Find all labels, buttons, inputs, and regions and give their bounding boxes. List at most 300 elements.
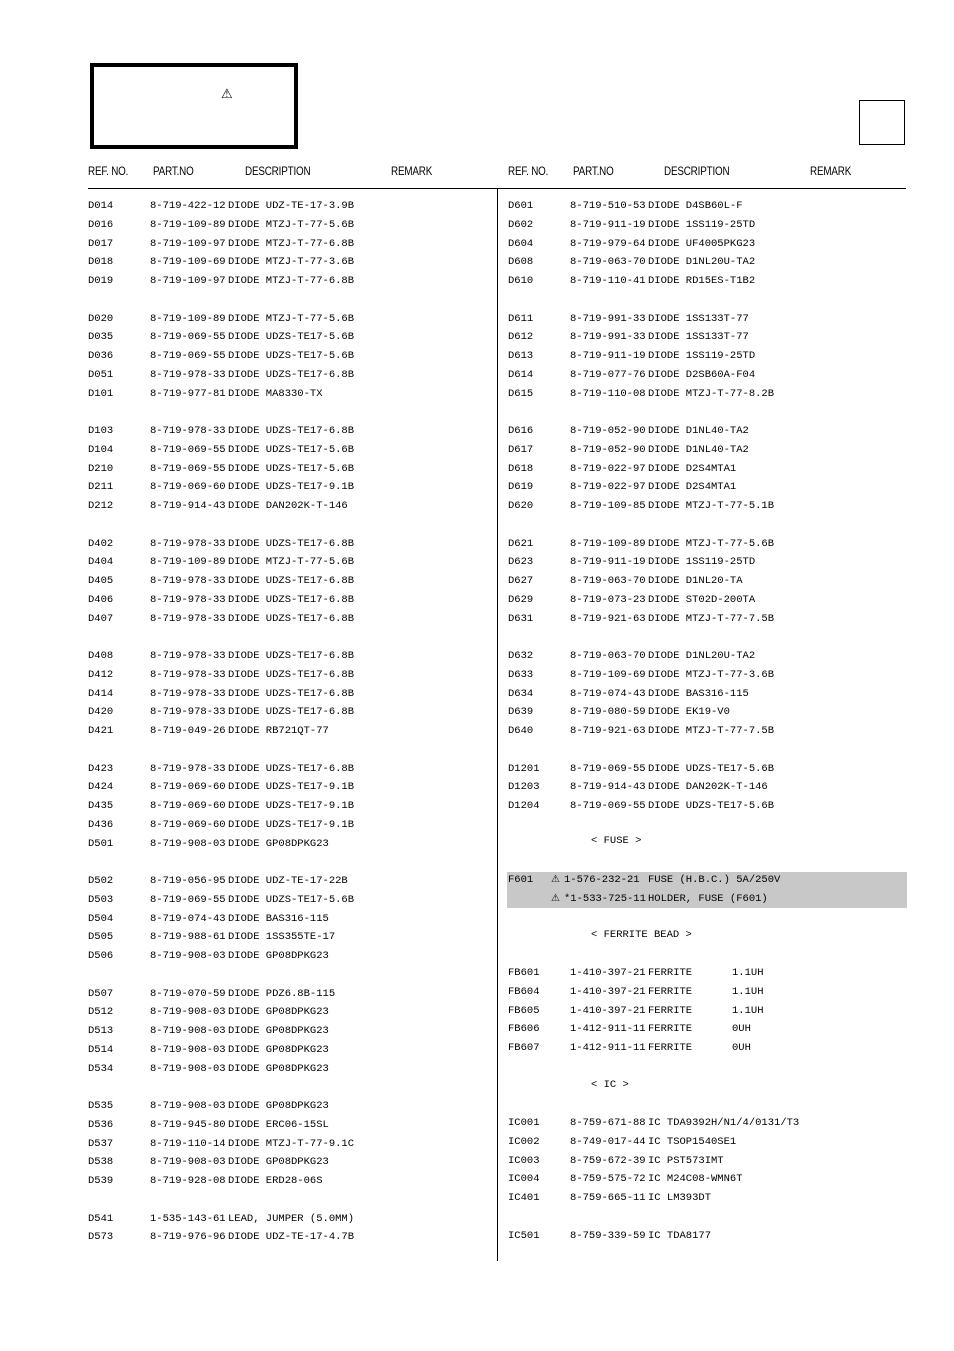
- table-row: [0, 1210, 954, 1228]
- part-no-cell: 8-719-921-63: [570, 725, 646, 737]
- part-no-cell: 8-719-422-12: [150, 200, 226, 212]
- description-cell: DIODE UDZS-TE17-6.8B: [228, 668, 355, 681]
- ref-no-cell: D604: [508, 237, 534, 250]
- remark-cell: 1.1UH: [732, 967, 764, 979]
- safety-mark-icon: ⚠: [551, 874, 560, 885]
- header-part-no: PART.NO: [153, 164, 194, 178]
- part-no-cell: 8-719-928-08: [150, 1175, 226, 1187]
- ref-no-cell: D1201: [508, 762, 540, 775]
- part-no-cell: 8-719-914-43: [570, 781, 646, 794]
- description-cell: IC TSOP1540SE1: [648, 1135, 737, 1148]
- safety-warning-box: [90, 63, 298, 149]
- description-cell: DIODE UDZS-TE17-6.8B: [228, 762, 355, 775]
- part-no-cell: 8-719-978-33: [150, 593, 226, 606]
- description-cell: DIODE MA8330-TX: [228, 387, 323, 400]
- description-cell: DIODE UDZ-TE-17-3.9B: [228, 200, 355, 212]
- table-row: [0, 1039, 954, 1057]
- part-no-cell: 8-719-988-61: [150, 931, 226, 944]
- part-no-cell: 1-412-911-11: [570, 1042, 646, 1054]
- part-no-cell: 8-719-978-33: [150, 668, 226, 681]
- ref-no-cell: D537: [88, 1137, 114, 1150]
- table-row: [0, 610, 954, 628]
- ref-no-cell: D514: [88, 1043, 114, 1056]
- description-cell: DIODE UDZS-TE17-5.6B: [228, 462, 355, 475]
- ref-no-cell: D402: [88, 537, 114, 550]
- part-no-cell: 8-719-069-55: [570, 762, 646, 775]
- ref-no-cell: D617: [508, 443, 534, 456]
- ref-no-cell: FB604: [508, 985, 540, 998]
- ref-no-cell: D017: [88, 237, 114, 250]
- ref-no-cell: D610: [508, 275, 534, 287]
- section-ferrite-heading: < FERRITE BEAD >: [591, 929, 692, 941]
- description-cell: FERRITE: [648, 967, 693, 979]
- ref-no-cell: D535: [88, 1100, 114, 1112]
- table-row: [0, 385, 954, 403]
- ref-no-cell: D014: [88, 200, 114, 212]
- ref-no-cell: D639: [508, 706, 534, 719]
- ref-no-cell: D407: [88, 612, 114, 625]
- description-cell: DIODE MTZJ-T-77-8.2B: [648, 387, 775, 400]
- description-cell: DIODE MTZJ-T-77-3.6B: [228, 256, 355, 269]
- part-no-cell: 8-719-074-43: [570, 687, 646, 700]
- description-cell: DIODE D2S4MTA1: [648, 481, 737, 494]
- part-no-cell: 8-749-017-44: [570, 1135, 646, 1148]
- table-row: [0, 216, 954, 234]
- ref-no-cell: D016: [88, 218, 114, 231]
- table-row: [0, 235, 954, 253]
- description-cell: DIODE D4SB60L-F: [648, 200, 743, 212]
- part-no-cell: 8-719-914-43: [150, 500, 226, 512]
- ref-no-cell: D503: [88, 893, 114, 906]
- part-no-cell: 8-719-049-26: [150, 725, 226, 737]
- table-row: [0, 647, 954, 665]
- description-cell: DIODE GP08DPKG23: [228, 837, 329, 850]
- remark-cell: 0UH: [732, 1042, 751, 1054]
- description-cell: DIODE 1SS133T-77: [648, 312, 749, 325]
- table-row: [0, 347, 954, 365]
- table-row: [0, 816, 954, 834]
- table-row: [0, 535, 954, 553]
- part-no-cell: 8-719-109-89: [150, 218, 226, 231]
- description-cell: DIODE D2S4MTA1: [648, 462, 737, 475]
- ref-no-cell: D539: [88, 1175, 114, 1187]
- part-no-cell: 8-719-945-80: [150, 1118, 226, 1131]
- table-row: [0, 722, 954, 740]
- description-cell: DIODE MTZJ-T-77-3.6B: [648, 668, 775, 681]
- description-cell: DIODE MTZJ-T-77-6.8B: [228, 275, 355, 287]
- part-no-cell: 8-719-991-33: [570, 312, 646, 325]
- description-cell: DIODE UDZ-TE-17-4.7B: [228, 1231, 355, 1244]
- part-no-cell: 8-719-978-33: [150, 706, 226, 719]
- ref-no-cell: IC401: [508, 1192, 540, 1204]
- part-no-cell: 8-719-908-03: [150, 1100, 226, 1112]
- ref-no-cell: D620: [508, 500, 534, 512]
- table-row: [0, 572, 954, 590]
- ref-no-cell: D512: [88, 1006, 114, 1019]
- table-row: [0, 422, 954, 440]
- description-cell: DIODE UDZS-TE17-6.8B: [228, 612, 355, 625]
- part-no-cell: 1-410-397-21: [570, 985, 646, 998]
- part-no-cell: 8-719-080-59: [570, 706, 646, 719]
- table-row: [0, 253, 954, 271]
- ref-no-cell: D618: [508, 462, 534, 475]
- ref-no-cell: D423: [88, 762, 114, 775]
- ref-no-cell: D619: [508, 481, 534, 494]
- ref-no-cell: D506: [88, 950, 114, 962]
- description-cell: DIODE 1SS355TE-17: [228, 931, 336, 944]
- table-row: [0, 441, 954, 459]
- ref-no-cell: D035: [88, 331, 114, 344]
- description-cell: DIODE UDZS-TE17-5.6B: [228, 331, 355, 344]
- remark-cell: 1.1UH: [732, 1004, 764, 1017]
- description-cell: DIODE UDZ-TE-17-22B: [228, 875, 348, 887]
- description-cell: DIODE UDZS-TE17-9.1B: [228, 800, 355, 812]
- ref-no-cell: IC501: [508, 1229, 540, 1242]
- part-no-cell: 8-719-109-89: [150, 312, 226, 325]
- description-cell: DIODE D2SB60A-F04: [648, 368, 756, 381]
- part-no-cell: *1-533-725-11: [564, 892, 646, 905]
- ref-no-cell: D627: [508, 575, 534, 587]
- ref-no-cell: IC003: [508, 1154, 540, 1167]
- description-cell: DIODE DAN202K-T-146: [648, 781, 768, 794]
- part-no-cell: 8-719-978-33: [150, 650, 226, 662]
- ref-no-cell: D212: [88, 500, 114, 512]
- part-no-cell: 8-719-976-96: [150, 1231, 226, 1244]
- part-no-cell: 8-719-908-03: [150, 1062, 226, 1075]
- ref-no-cell: D103: [88, 425, 114, 437]
- ref-no-cell: FB606: [508, 1023, 540, 1036]
- header-ref-no: REF. NO.: [508, 164, 549, 178]
- part-no-cell: 8-719-109-97: [150, 237, 226, 250]
- part-no-cell: 8-719-069-55: [150, 443, 226, 456]
- ref-no-cell: D020: [88, 312, 114, 325]
- part-no-cell: 8-719-110-14: [150, 1137, 226, 1150]
- description-cell: IC M24C08-WMN6T: [648, 1173, 743, 1186]
- table-row: [0, 1114, 954, 1132]
- part-no-cell: 1-410-397-21: [570, 1004, 646, 1017]
- description-cell: FERRITE: [648, 1042, 693, 1054]
- ref-no-cell: D435: [88, 800, 114, 812]
- section-fuse-heading: < FUSE >: [591, 835, 642, 847]
- description-cell: DIODE BAS316-115: [648, 687, 749, 700]
- ref-no-cell: D613: [508, 350, 534, 362]
- ref-no-cell: D414: [88, 687, 114, 700]
- description-cell: DIODE EK19-V0: [648, 706, 730, 719]
- description-cell: FUSE (H.B.C.) 5A/250V: [648, 874, 781, 886]
- part-no-cell: 8-719-979-64: [570, 237, 646, 250]
- description-cell: DIODE MTZJ-T-77-5.6B: [228, 218, 355, 231]
- part-no-cell: 8-719-069-60: [150, 800, 226, 812]
- description-cell: DIODE UDZS-TE17-6.8B: [228, 687, 355, 700]
- table-row: [0, 685, 954, 703]
- part-no-cell: 8-719-911-19: [570, 556, 646, 569]
- ref-no-cell: D019: [88, 275, 114, 287]
- description-cell: DIODE MTZJ-T-77-9.1C: [228, 1137, 355, 1150]
- description-cell: DIODE UDZS-TE17-9.1B: [228, 818, 355, 831]
- table-row: [0, 591, 954, 609]
- ref-no-cell: D018: [88, 256, 114, 269]
- part-no-cell: 1-412-911-11: [570, 1023, 646, 1036]
- part-no-cell: 8-719-510-53: [570, 200, 646, 212]
- description-cell: DIODE 1SS119-25TD: [648, 218, 756, 231]
- description-cell: DIODE UDZS-TE17-9.1B: [228, 481, 355, 494]
- table-row: [0, 983, 954, 1001]
- table-row: [0, 1060, 954, 1078]
- ref-no-cell: D614: [508, 368, 534, 381]
- table-row: [0, 497, 954, 515]
- description-cell: FERRITE: [648, 985, 693, 998]
- part-no-cell: 8-719-069-55: [150, 462, 226, 475]
- part-no-cell: 8-719-978-33: [150, 612, 226, 625]
- ref-no-cell: IC002: [508, 1135, 540, 1148]
- ref-no-cell: FB601: [508, 967, 540, 979]
- ref-no-cell: D623: [508, 556, 534, 569]
- ref-no-cell: D631: [508, 612, 534, 625]
- header-description: DESCRIPTION: [664, 164, 730, 178]
- ref-no-cell: D504: [88, 912, 114, 925]
- ref-no-cell: D101: [88, 387, 114, 400]
- safety-mark-icon: ⚠: [551, 892, 560, 904]
- ref-no-cell: D534: [88, 1062, 114, 1075]
- description-cell: DIODE GP08DPKG23: [228, 1156, 329, 1169]
- description-cell: DIODE D1NL40-TA2: [648, 443, 749, 456]
- description-cell: DIODE D1NL20U-TA2: [648, 650, 756, 662]
- part-no-cell: 8-719-978-33: [150, 687, 226, 700]
- description-cell: DIODE D1NL40-TA2: [648, 425, 749, 437]
- ref-no-cell: D408: [88, 650, 114, 662]
- table-row: [0, 310, 954, 328]
- ref-no-cell: D536: [88, 1118, 114, 1131]
- description-cell: DIODE MTZJ-T-77-7.5B: [648, 612, 775, 625]
- part-no-cell: 1-576-232-21: [564, 874, 640, 886]
- description-cell: DIODE GP08DPKG23: [228, 1006, 329, 1019]
- part-no-cell: 8-759-665-11: [570, 1192, 646, 1204]
- table-row: [0, 1152, 954, 1170]
- part-no-cell: 8-719-109-89: [570, 537, 646, 550]
- ref-no-cell: D505: [88, 931, 114, 944]
- description-cell: DIODE 1SS119-25TD: [648, 350, 756, 362]
- description-cell: DIODE BAS316-115: [228, 912, 329, 925]
- description-cell: DIODE D1NL20U-TA2: [648, 256, 756, 269]
- header-description: DESCRIPTION: [245, 164, 311, 178]
- ref-no-cell: D634: [508, 687, 534, 700]
- part-no-cell: 8-719-109-85: [570, 500, 646, 512]
- part-no-cell: 8-719-063-70: [570, 575, 646, 587]
- ref-no-cell: D612: [508, 331, 534, 344]
- table-row: [0, 460, 954, 478]
- description-cell: DIODE UDZS-TE17-5.6B: [228, 893, 355, 906]
- table-row: [0, 366, 954, 384]
- description-cell: DIODE 1SS119-25TD: [648, 556, 756, 569]
- description-cell: HOLDER, FUSE (F601): [648, 892, 768, 905]
- ref-no-cell: IC004: [508, 1173, 540, 1186]
- part-no-cell: 8-719-110-08: [570, 387, 646, 400]
- header-remark: REMARK: [810, 164, 852, 178]
- ref-no-cell: D621: [508, 537, 534, 550]
- ref-no-cell: FB607: [508, 1042, 540, 1054]
- description-cell: DIODE UDZS-TE17-6.8B: [228, 593, 355, 606]
- ref-no-cell: D051: [88, 368, 114, 381]
- part-no-cell: 8-719-069-60: [150, 781, 226, 794]
- table-row: [0, 1097, 954, 1115]
- description-cell: DIODE MTZJ-T-77-5.6B: [228, 312, 355, 325]
- description-cell: IC LM393DT: [648, 1192, 712, 1204]
- header-remark: REMARK: [391, 164, 433, 178]
- table-row: [0, 1227, 954, 1245]
- table-row: [0, 871, 954, 889]
- table-row: [0, 478, 954, 496]
- part-no-cell: 8-719-063-70: [570, 650, 646, 662]
- table-row: [0, 666, 954, 684]
- part-no-cell: 8-719-069-55: [150, 331, 226, 344]
- ref-no-cell: D211: [88, 481, 114, 494]
- ref-no-cell: D412: [88, 668, 114, 681]
- description-cell: DIODE UDZS-TE17-6.8B: [228, 425, 355, 437]
- part-no-cell: 1-410-397-21: [570, 967, 646, 979]
- table-row: [0, 928, 954, 946]
- description-cell: DIODE RD15ES-T1B2: [648, 275, 756, 287]
- description-cell: DIODE MTZJ-T-77-6.8B: [228, 237, 355, 250]
- description-cell: DIODE MTZJ-T-77-5.1B: [648, 500, 775, 512]
- ref-no-cell: D104: [88, 443, 114, 456]
- description-cell: DIODE UF4005PKG23: [648, 237, 756, 250]
- part-no-cell: 8-719-978-33: [150, 425, 226, 437]
- description-cell: DIODE D1NL20-TA: [648, 575, 743, 587]
- table-row: [0, 328, 954, 346]
- part-no-cell: 8-719-070-59: [150, 987, 226, 1000]
- part-no-cell: 8-719-069-55: [150, 350, 226, 362]
- table-row: [0, 760, 954, 778]
- ref-no-cell: D632: [508, 650, 534, 662]
- description-cell: DIODE ERC06-15SL: [228, 1118, 329, 1131]
- description-cell: DIODE GP08DPKG23: [228, 1100, 329, 1112]
- ref-no-cell: D1203: [508, 781, 540, 794]
- part-no-cell: 8-719-052-90: [570, 425, 646, 437]
- description-cell: IC TDA8177: [648, 1229, 712, 1242]
- remark-cell: 1.1UH: [732, 985, 764, 998]
- description-cell: DIODE UDZS-TE17-5.6B: [648, 800, 775, 812]
- description-cell: FERRITE: [648, 1023, 693, 1036]
- description-cell: DIODE UDZS-TE17-6.8B: [228, 368, 355, 381]
- section-ic-heading: < IC >: [591, 1079, 629, 1091]
- table-row: [0, 947, 954, 965]
- description-cell: DIODE UDZS-TE17-6.8B: [228, 650, 355, 662]
- part-no-cell: 8-719-074-43: [150, 912, 226, 925]
- table-row: [0, 1020, 954, 1038]
- part-no-cell: 8-719-077-76: [570, 368, 646, 381]
- ref-no-cell: D420: [88, 706, 114, 719]
- part-no-cell: 8-719-911-19: [570, 350, 646, 362]
- part-no-cell: 8-719-073-23: [570, 593, 646, 606]
- part-no-cell: 8-719-978-33: [150, 575, 226, 587]
- ref-no-cell: D404: [88, 556, 114, 569]
- ref-no-cell: FB605: [508, 1004, 540, 1017]
- description-cell: DIODE UDZS-TE17-6.8B: [228, 537, 355, 550]
- part-no-cell: 8-719-056-95: [150, 875, 226, 887]
- ref-no-cell: D640: [508, 725, 534, 737]
- description-cell: DIODE UDZS-TE17-5.6B: [648, 762, 775, 775]
- description-cell: DIODE DAN202K-T-146: [228, 500, 348, 512]
- part-no-cell: 8-719-022-97: [570, 481, 646, 494]
- description-cell: DIODE MTZJ-T-77-5.6B: [648, 537, 775, 550]
- ref-no-cell: F601: [508, 874, 534, 886]
- part-no-cell: 8-719-908-03: [150, 837, 226, 850]
- remark-cell: 0UH: [732, 1023, 751, 1036]
- description-cell: DIODE ST02D-200TA: [648, 593, 756, 606]
- table-row: [0, 964, 954, 982]
- description-cell: DIODE RB721QT-77: [228, 725, 329, 737]
- header-ref-no: REF. NO.: [88, 164, 129, 178]
- description-cell: DIODE MTZJ-T-77-7.5B: [648, 725, 775, 737]
- ref-no-cell: D502: [88, 875, 114, 887]
- ref-no-cell: D501: [88, 837, 114, 850]
- part-no-cell: 8-719-991-33: [570, 331, 646, 344]
- header-part-no: PART.NO: [573, 164, 614, 178]
- ref-no-cell: D541: [88, 1212, 114, 1225]
- table-row: [0, 835, 954, 853]
- ref-no-cell: D602: [508, 218, 534, 231]
- table-row: [0, 910, 954, 928]
- description-cell: DIODE GP08DPKG23: [228, 1062, 329, 1075]
- table-row: [0, 797, 954, 815]
- description-cell: DIODE PDZ6.8B-115: [228, 987, 336, 1000]
- table-row: [0, 1170, 954, 1188]
- table-row: [0, 272, 954, 290]
- table-row: [0, 890, 954, 908]
- part-no-cell: 8-719-069-55: [150, 893, 226, 906]
- ref-no-cell: D424: [88, 781, 114, 794]
- part-no-cell: 8-719-921-63: [570, 612, 646, 625]
- part-no-cell: 8-719-977-81: [150, 387, 226, 400]
- ref-no-cell: D507: [88, 987, 114, 1000]
- ref-no-cell: D406: [88, 593, 114, 606]
- part-no-cell: 8-759-671-88: [570, 1117, 646, 1129]
- part-no-cell: 8-719-911-19: [570, 218, 646, 231]
- part-no-cell: 8-759-575-72: [570, 1173, 646, 1186]
- table-row: [0, 703, 954, 721]
- part-no-cell: 8-719-908-03: [150, 1006, 226, 1019]
- table-row: [0, 1002, 954, 1020]
- ref-no-cell: D538: [88, 1156, 114, 1169]
- description-cell: DIODE GP08DPKG23: [228, 950, 329, 962]
- description-cell: DIODE GP08DPKG23: [228, 1025, 329, 1037]
- part-no-cell: 8-719-022-97: [570, 462, 646, 475]
- part-no-cell: 8-719-978-33: [150, 537, 226, 550]
- ref-no-cell: D436: [88, 818, 114, 831]
- description-cell: DIODE UDZS-TE17-5.6B: [228, 443, 355, 456]
- description-cell: FERRITE: [648, 1004, 693, 1017]
- part-no-cell: 8-719-063-70: [570, 256, 646, 269]
- description-cell: DIODE MTZJ-T-77-5.6B: [228, 556, 355, 569]
- ref-no-cell: D513: [88, 1025, 114, 1037]
- ref-no-cell: D601: [508, 200, 534, 212]
- part-no-cell: 8-719-069-60: [150, 818, 226, 831]
- part-no-cell: 8-719-908-03: [150, 1043, 226, 1056]
- part-no-cell: 8-719-069-55: [570, 800, 646, 812]
- ref-no-cell: D405: [88, 575, 114, 587]
- description-cell: DIODE 1SS133T-77: [648, 331, 749, 344]
- part-no-cell: 8-759-672-39: [570, 1154, 646, 1167]
- part-no-cell: 8-719-109-89: [150, 556, 226, 569]
- description-cell: DIODE UDZS-TE17-6.8B: [228, 706, 355, 719]
- part-no-cell: 1-535-143-61: [150, 1212, 226, 1225]
- description-cell: IC PST573IMT: [648, 1154, 724, 1167]
- part-no-cell: 8-719-109-69: [150, 256, 226, 269]
- ref-no-cell: D615: [508, 387, 534, 400]
- description-cell: IC TDA9392H/N1/4/0131/T3: [648, 1117, 800, 1129]
- table-row: [0, 1133, 954, 1151]
- part-no-cell: 8-719-978-33: [150, 762, 226, 775]
